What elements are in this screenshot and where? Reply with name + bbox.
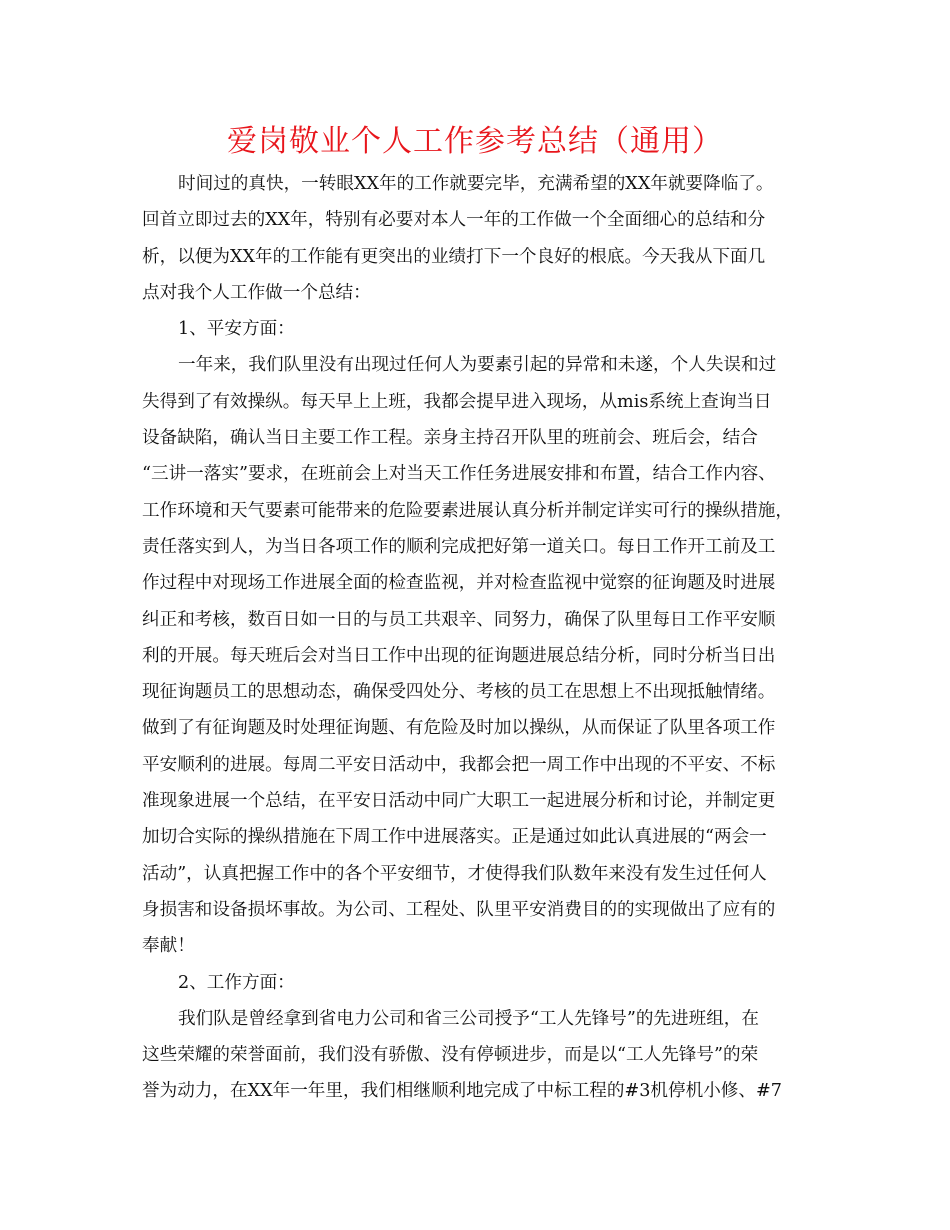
paragraph-line: 平安顺利的进展。每周二平安日活动中，我都会把一周工作中出现的不平安、不标: [142, 754, 776, 775]
paragraph-line: 身损害和设备损坏事故。为公司、工程处、队里平安消费目的的实现做出了应有的: [142, 899, 776, 920]
paragraph-line: 现征询题员工的思想动态，确保受四处分、考核的员工在思想上不出现抵触情绪。: [142, 682, 776, 703]
paragraph-line: 析，以便为XX年的工作能有更突出的业绩打下一个良好的根底。今天我从下面几: [142, 246, 766, 267]
paragraph-line: 失得到了有效操纵。每天早上上班，我都会提早进入现场，从mis系统上查询当日: [142, 391, 772, 412]
paragraph-line: 点对我个人工作做一个总结：: [142, 282, 371, 303]
paragraph-line: 责任落实到人，为当日各项工作的顺利完成把好第一道关口。每日工作开工前及工: [142, 536, 776, 557]
section-heading: 2、工作方面：: [178, 972, 295, 993]
paragraph-line: 工作环境和天气要素可能带来的危险要素进展认真分析并制定详实可行的操纵措施，: [142, 500, 793, 521]
paragraph-line: 纠正和考核，数百日如一日的与员工共艰辛、同努力，确保了队里每日工作平安顺: [142, 609, 776, 630]
paragraph-line: 这些荣耀的荣誉面前，我们没有骄傲、没有停顿进步，而是以“工人先锋号”的荣: [142, 1045, 759, 1066]
paragraph-line: “三讲一落实”要求，在班前会上对当天工作任务进展安排和布置，结合工作内容、: [142, 464, 776, 485]
paragraph-line: 准现象进展一个总结，在平安日活动中同广大职工一起进展分析和讨论，并制定更: [142, 791, 776, 812]
paragraph-line: 回首立即过去的XX年，特别有必要对本人一年的工作做一个全面细心的总结和分: [142, 210, 766, 231]
paragraph-line: 活动”，认真把握工作中的各个平安细节，才使得我们队数年来没有发生过任何人: [142, 863, 767, 884]
paragraph-line: 一年来，我们队里没有出现过任何人为要素引起的异常和未遂，个人失误和过: [178, 355, 777, 376]
section-heading: 1、平安方面：: [178, 319, 295, 340]
paragraph-line: 我们队是曾经拿到省电力公司和省三公司授予“工人先锋号”的先进班组，在: [178, 1008, 759, 1029]
paragraph-line: 设备缺陷，确认当日主要工作工程。亲身主持召开队里的班前会、班后会，结合: [142, 428, 758, 449]
paragraph-line: 奉献！: [142, 936, 195, 957]
paragraph-line: 利的开展。每天班后会对当日工作中出现的征询题进展总结分析，同时分析当日出: [142, 645, 776, 666]
document-title: 爱岗敬业个人工作参考总结（通用）: [227, 124, 723, 159]
paragraph-line: 时间过的真快，一转眼XX年的工作就要完毕，充满希望的XX年就要降临了。: [178, 174, 774, 194]
paragraph-line: 作过程中对现场工作进展全面的检查监视，并对检查监视中觉察的征询题及时进展: [142, 573, 776, 594]
paragraph-line: 加切合实际的操纵措施在下周工作中进展落实。正是通过如此认真进展的“两会一: [142, 827, 767, 848]
paragraph-line: 做到了有征询题及时处理征询题、有危险及时加以操纵，从而保证了队里各项工作: [142, 718, 776, 739]
paragraph-line: 誉为动力，在XX年一年里，我们相继顺利地完成了中标工程的#3机停机小修、#7: [142, 1081, 782, 1102]
document-body: [142, 166, 812, 1110]
